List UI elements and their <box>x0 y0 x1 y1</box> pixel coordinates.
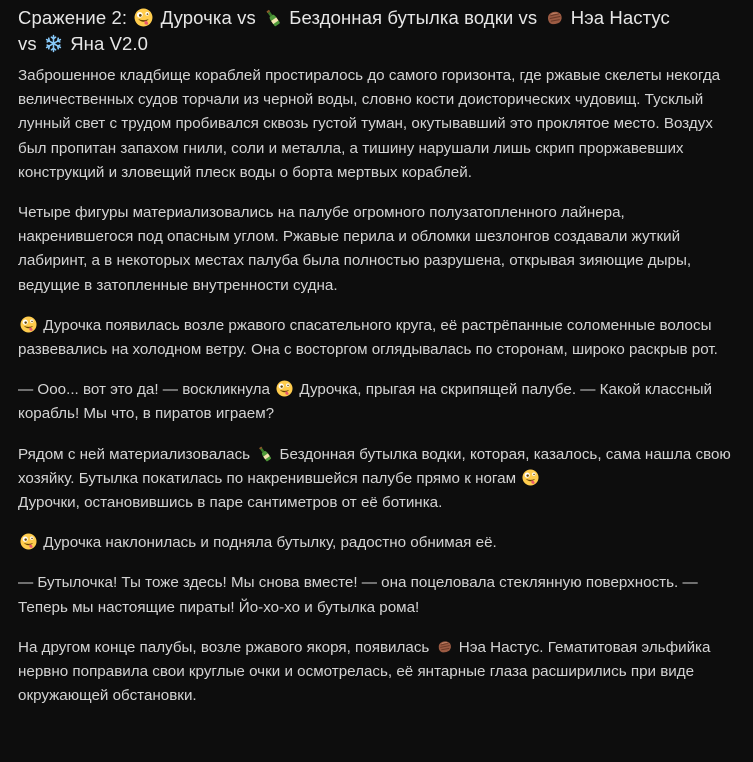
zany-face-icon <box>522 469 539 486</box>
paragraph-text: Дурочка появилась возле ржавого спасательного круга, её растрёпанные соломенные волосы развевались на холодном ветру. Она с восторгом оглядывалась по сторонам, широко раскрыв рот. <box>18 316 718 359</box>
paragraph-1: Заброшенное кладбище кораблей простиралось до самого горизонта, где ржавые скелеты некогда величественных судов торчали из черной воды, словно кости доисторических чудовищ. Тусклый лунный свет с трудом пробивался сквозь густой туман, окутывавший это проклятое место. Воздух был пропитан запахом гнили, соли и металла, а тишину нарушали лишь скрип проржавевших конструкций и зловещий плеск воды о борта мертвых кораблей. <box>18 67 721 181</box>
paragraph-2: Четыре фигуры материализовались на палубе огромного полузатопленного лайнера, накренившегося под опасным углом. Ржавые перила и обломки шезлонгов создавали жуткий лабиринт, а в некоторых местах палуба была полностью разрушена, открывая зияющие дыры, ведущие в затопленные внутренности судна. <box>18 204 692 294</box>
paragraph-7: — Бутылочка! Ты тоже здесь! Мы снова вместе! — она поцеловала стеклянную поверхность. — Теперь мы настоящие пираты! Йо-хо-хо и бутылка рома! <box>18 574 698 616</box>
zany-face-icon <box>20 533 37 550</box>
battle-title <box>18 5 733 57</box>
paragraph-text: Рядом с ней материализовалась <box>18 445 255 463</box>
zany-face-icon <box>276 380 293 397</box>
paragraph-text: На другом конце палубы, возле ржавого якоря, появилась <box>18 638 434 656</box>
title-part: Яна V2.0 <box>64 33 149 54</box>
paragraph-text: Бездонная бутылка водки, которая, казалось, сама нашла свою хозяйку. Бутылка покатилась по накренившейся палубе прямо к ногам <box>18 445 731 487</box>
paragraph-6 <box>18 531 733 555</box>
title-part: Дурочка vs <box>155 7 262 28</box>
paragraph-text: Нэа Настус. Гематитовая эльфийка нервно поправила свои круглые очки и осмотрелась, её янтарные глаза расширились при виде окружающей обстановки. <box>18 638 711 705</box>
hematite-stone-icon <box>545 8 564 27</box>
paragraph-text: Дурочка, прыгая на скрипящей палубе. — Какой классный корабль! Мы что, в пиратов играем? <box>18 381 713 423</box>
title-part: Нэа Настус <box>565 7 670 28</box>
paragraph-3 <box>18 314 733 362</box>
message-content <box>18 5 733 724</box>
title-part: vs <box>18 33 42 54</box>
snowflake-icon <box>44 34 63 53</box>
paragraph-5 <box>18 443 733 516</box>
title-part: Сражение 2: <box>18 7 133 28</box>
paragraph-4 <box>18 378 733 426</box>
paragraph-8 <box>18 636 733 709</box>
paragraph-text: Дурочки, остановившись в паре сантиметров от её ботинка. <box>18 494 443 512</box>
paragraph-text: Дурочка наклонилась и подняла бутылку, радостно обнимая её. <box>39 534 497 552</box>
title-part: Бездонная бутылка водки vs <box>284 7 543 28</box>
zany-face-icon <box>134 8 153 27</box>
bottle-icon <box>256 445 273 462</box>
hematite-stone-icon <box>436 638 453 655</box>
bottle-icon <box>263 8 282 27</box>
paragraph-text: — Ооо... вот это да! — воскликнула <box>18 381 275 399</box>
zany-face-icon <box>20 316 37 333</box>
